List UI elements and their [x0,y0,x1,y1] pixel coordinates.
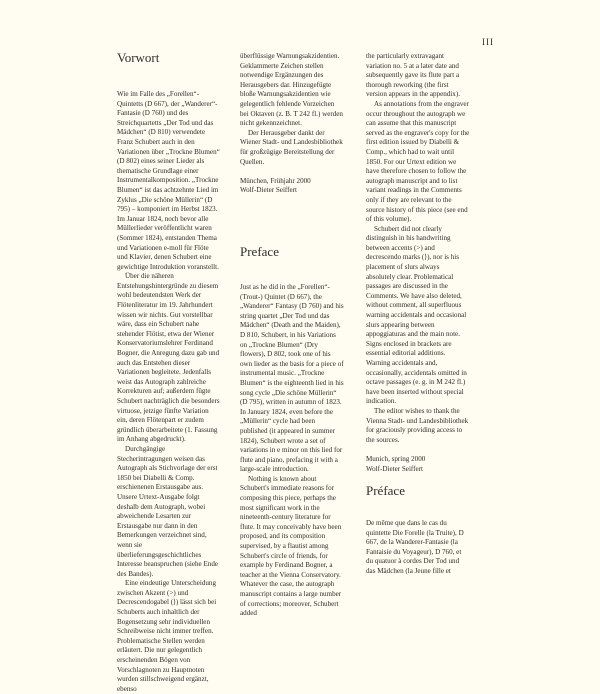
paragraph: Eine eindeutige Unterscheidung zwischen Akzent (>) und Decrescendogabel (⟩) lässt sich bei Schuberts auch inhaltlich der Bogensetzung sehr individuellen Schreibweise nicht immer treffen. Problematische Stellen werden erläutert. Die nur gelegentlich erscheinenden Bögen von Vorschlagnoten zu Hauptnoten wurden stillschweigend ergänzt, ebenso [117,579,217,693]
heading-vorwort: Vorwort [117,50,160,65]
column-german [117,90,220,694]
paragraph: Nothing is known about Schubert's immediate reasons for composing this piece, perhaps the most significant work in the nineteenth-century literature for flute. It may conceivably have been proposed, and its composition supervised, by a flautist among Schubert's circle of friends, for example by Ferdinand Bogner, a teacher at the Vienna Conservatory. Whatever the case, the autograph manuscript contains a large number of corrections; moreover, Schubert added [240,474,342,618]
paragraph: The editor wishes to thank the Vienna Stadt- und Landesbibliothek for graciously providing access to the sources. [366,406,469,444]
column-german-end [240,52,344,196]
paragraph: De même que dans le cas du quintette Die Forelle (la Truite), D 667, de la Wanderer-Fantasie (la Fantaisie du Voyageur), D 760, et du quatuor à cordes Der Tod und das Mädchen (la Jeune fille et [366,519,464,575]
column-english [240,283,344,619]
column-french [366,519,470,577]
page-number: III [482,37,494,47]
paragraph: the particularly extravagant variation no. 5 at a later date and subsequently gave its flute part a thorough reworking (the first version appears in the appendix). [366,52,460,99]
paragraph: Just as he did in the „Forellen“-(Trout-) Quintet (D 667), the „Wanderer“ Fantasy (D 760) and his string quartet „Der Tod und das Mädchen“ (Death and the Maiden), D 810, Schubert, in his Variations on „Trockne Blumen“ (Dry flowers), D 802, took one of his own lieder as the basis for a piece of instrumental music. „Trockne Blumen“ is the eighteenth lied in his song cycle „Die schöne Müllerin“ (D 795), written in autumn of 1823. In January 1824, even before the „Müllerin“ cycle had been published (it appeared in summer 1824), Schubert wrote a set of variations in e minor on this lied for flute and piano, prefacing it with a large-scale introduction. [240,283,344,474]
signature: Wolf-Dieter Seiffert [366,464,424,473]
paragraph: Der Herausgeber dankt der Wiener Stadt- und Landesbibliothek für großzügige Bereitstellung der Quellen. [240,128,343,166]
column-english-end [366,52,470,474]
paragraph: Wie im Falle des „Forellen“-Quintetts (D 667), der „Wanderer“-Fantasie (D 760) und des Streichquartetts „Der Tod und das Mädchen“ (D 810) verwendete Franz Schubert auch in den Variationen über „Trockne Blumen“ (D 802) eines seiner Lieder als thematische Grundlage einer Instrumentalkomposition. „Trockne Blumen“ ist das achtzehnte Lied im Zyklus „Die schöne Müllerin“ (D 795) – komponiert im Herbst 1823. Im Januar 1824, noch bevor alle Müllerlieder veröffentlicht waren (Sommer 1824), entstanden Thema und Variationen e-moll für Flöte und Klavier, denen Schubert eine gewichtige Introduktion voranstellt. [117,90,220,271]
date-line: München, Frühjahr 2000 [240,176,311,185]
paragraph: Durchgängige Stecherintragungen weisen das Autograph als Stichvorlage der erst 1850 bei Diabelli & Comp. erschienenen Erstausgabe aus. Unsere Urtext-Ausgabe folgt deshalb dem Autograph, wobei abweichende Lesarten zur Erstausgabe nur dann in den Bemerkungen verzeichnet sind, wenn sie überlieferungsgeschichtliches Interesse beanspruchen (siehe Ende des Bandes). [117,444,219,578]
paragraph: Schubert did not clearly distinguish in his handwriting between accents (>) and decrescendo marks (⟩), nor is his placement of slurs always absolutely clear. Problematical passages are discussed in the Comments. We have also deleted, without comment, all superfluous warning accidentals and occasional slurs appearing between appoggiaturas and the main note. Signs enclosed in brackets are essential editorial additions. Warning accidentals and, occasionally, accidentals omitted in octave passages (e. g. in M 242 fl.) have been inserted without special indication. [366,224,467,406]
heading-preface: Preface [240,244,279,259]
paragraph: As annotations from the engraver occur throughout the autograph we can assume that this manuscript served as the engraver's copy for the first edition issued by Diabelli & Comp., which had to wait until 1850. For our Urtext edition we have therefore chosen to follow the autograph manuscript and to list variant readings in the Comments only if they are relevant to the source history of this piece (see end of this volume). [366,99,470,224]
paragraph: überflüssige Warnungsakzidentien. Geklammerte Zeichen stellen notwendige Ergänzungen des Herausgebers dar. Hinzugefügte bloße Warnungsakzidentien wie gelegentlich fehlende Vorzeichen bei Oktaven (z. B. T 242 fl.) werden nicht gekennzeichnet. [240,52,343,128]
date-line: Munich, spring 2000 [366,454,426,463]
signature: Wolf-Dieter Seiffert [240,186,298,195]
heading-preface-fr: Préface [366,483,405,498]
paragraph: Über die näheren Entstehungshintergründe zu diesem wohl bedeutendsten Werk der Flötenliteratur im 19. Jahrhundert wissen wir nichts. Gut vorstellbar wäre, dass ein Schubert nahe stehender Flötist, etwa der Wiener Konservatoriumslehrer Ferdinand Bogner, die Anregung dazu gab und auch das Entstehen dieser Variationen begleitete. Jedenfalls weist das Autograph zahlreiche Korrekturen auf; außerdem fügte Schubert nachträglich die besonders virtuose, jetzige fünfte Variation ein, deren Flötenpart er zudem gründlich überarbeitete (1. Fassung im Anhang abgedruckt). [117,272,220,444]
